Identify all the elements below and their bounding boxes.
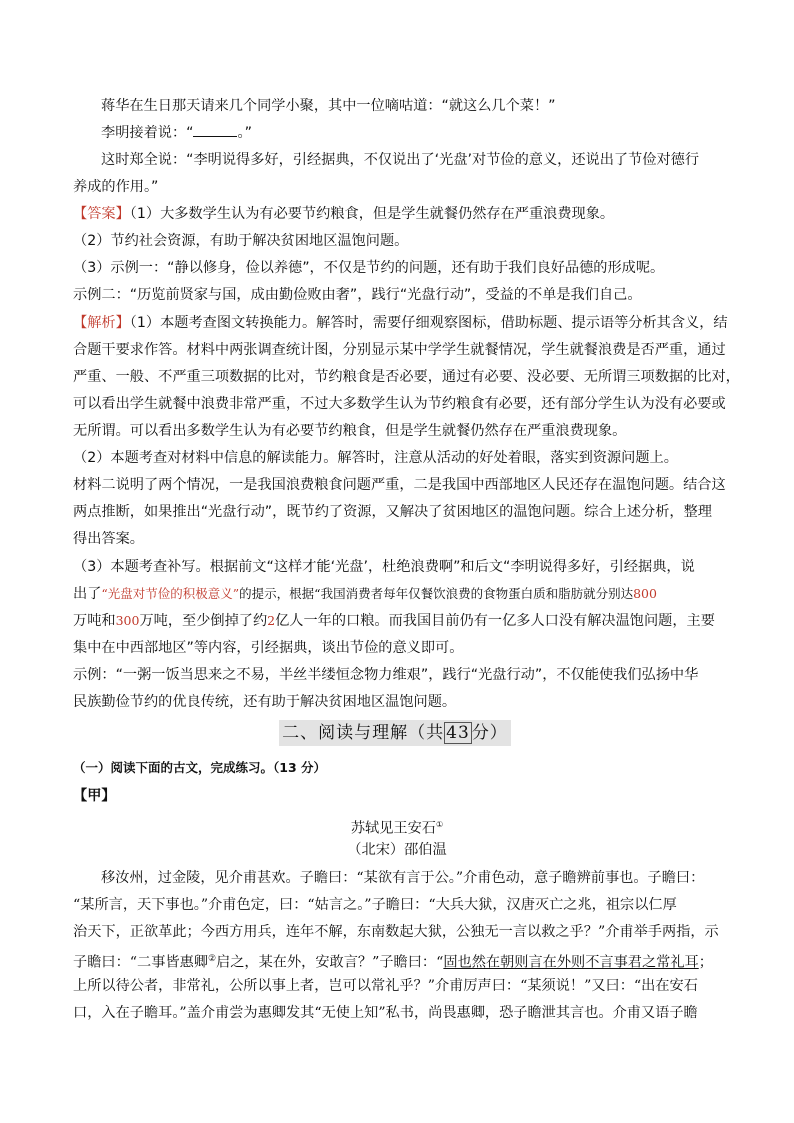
highlighted-number: 300 <box>115 613 140 628</box>
analysis-line-6: （2）本题考查对材料中信息的解读能力。解答时，注意从活动的好处着眼，落实到资源问题上。 <box>73 450 678 466</box>
story-paragraph-3-cont: 养成的作用。” <box>73 179 159 195</box>
highlighted-number: 800 <box>633 586 657 601</box>
analysis-line-5: 无所谓。可以看出多数学生认为有必要节约粮食，但是学生就餐仍然存在严重浪费现象。 <box>73 423 627 439</box>
subsection-heading: （一）阅读下面的古文，完成练习。（13 分） <box>73 760 326 775</box>
section-title-end: 分） <box>471 723 508 743</box>
analysis-text: （1）本题考查图文转换能力。解答时，需要仔细观察图标，借助标题、提示语等分析其含义，结 <box>129 315 728 331</box>
analysis-tag: 【解析】 <box>73 315 130 331</box>
passage-line-1: 移汝州，过金陵，见介甫甚欢。子瞻曰：“某欲有言于公。”介甫色动，意子瞻辨前事也。子瞻曰： <box>101 870 705 886</box>
highlighted-quote: “光盘对节俭的积极意义” <box>101 586 240 601</box>
passage-text: 启之，某在外，安敢言？”子瞻曰：“ <box>216 954 444 971</box>
story-paragraph-3: 这时郑全说：“李明说得多好，引经据典，不仅说出了‘光盘’对节俭的意义，还说出了节俭对德行 <box>101 152 700 168</box>
story-paragraph-1: 蒋华在生日那天请来几个同学小聚，其中一位嘀咕道：“就这么几个菜！” <box>101 98 556 114</box>
analysis-text: 万吨，至少倒掉了约 <box>139 613 268 629</box>
passage-text: 子瞻曰：“二事皆惠卿 <box>73 954 208 971</box>
answer-tag: 【答案】 <box>73 206 130 222</box>
passage-text: ； <box>698 954 713 971</box>
passage-author: （北宋）邵伯温 <box>347 842 447 858</box>
analysis-text: 亿人一年的口粮。而我国目前仍有一亿多人口没有解决温饱问题，主要 <box>275 613 715 629</box>
analysis-line-11 <box>73 584 657 604</box>
analysis-text: 出了 <box>73 586 102 602</box>
passage-line-6: 口，入在子瞻耳。”盖介甫尝为惠卿发其“无使上知”私书，尚畏惠卿，恐子瞻泄其言也。介甫又语子瞻 <box>73 1005 698 1021</box>
answer-line-3: （3）示例一：“静以修身，俭以养德”，不仅是节约的问题，还有助于我们良好品德的形成呢。 <box>73 260 665 276</box>
analysis-line-7: 材料二说明了两个情况，一是我国浪费粮食问题严重，二是我国中西部地区人民还存在温饱问题。结合这 <box>73 477 726 493</box>
story-paragraph-2 <box>101 123 252 143</box>
section-heading <box>279 720 511 746</box>
underlined-sentence: 固也然在朝则言在外则不言事君之常礼耳 <box>443 954 699 971</box>
story-text: 李明接着说：“ <box>101 125 194 141</box>
passage-line-3: 治天下，正欲革此；今西方用兵，连年不解，东南数起大狱，公独无一言以救之乎？”介甫举手两指，示 <box>73 924 719 940</box>
analysis-line-2: 合题干要求作答。材料中两张调查统计图，分别显示某中学学生就餐情况，学生就餐浪费是否严重，通过 <box>73 342 726 358</box>
passage-line-5: 上所以待公者，非常礼，公所以事上者，岂可以常礼乎？”介甫厉声曰：“某须说！”又曰：“出在安石 <box>73 978 698 994</box>
analysis-line-15: 民族勤俭节约的优良传统，还有助于解决贫困地区温饱问题。 <box>73 694 457 710</box>
passage-title <box>0 815 794 839</box>
passage-line-2: “某所言，天下事也。”介甫色定，曰：“姑言之。”子瞻曰：“大兵大狱，汉唐灭亡之兆，祖宗以仁厚 <box>73 897 677 913</box>
passage-label-jia: 【甲】 <box>73 788 116 804</box>
analysis-line-12 <box>73 611 715 631</box>
analysis-line-14: 示例：“一粥一饭当思来之不易，半丝半缕恒念物力维艰”，践行“光盘行动”，不仅能使我们弘扬中华 <box>73 667 699 683</box>
analysis-line-10: （3）本题考查补写。根据前文“这样才能‘光盘’，杜绝浪费啊”和后文“李明说得多好，引经据典，说 <box>73 559 695 575</box>
analysis-text: 的提示，根据“我国消费者每年仅餐饮浪费的食物蛋白质和脂肪就分别达 <box>239 586 634 601</box>
analysis-text: 万吨和 <box>73 613 116 629</box>
section-score: 43 <box>446 723 470 743</box>
passage-title-text: 苏轼见王安石 <box>350 820 436 837</box>
answer-line-2: （2）节约社会资源，有助于解决贫困地区温饱问题。 <box>73 233 409 249</box>
answer-line-4: 示例二：“历览前贤家与国，成由勤俭败由奢”，践行“光盘行动”，受益的不单是我们自己。 <box>73 287 642 303</box>
footnote-mark: ② <box>207 954 217 964</box>
analysis-line-8: 两点推断，如果推出“光盘行动”，既节约了资源，又解决了贫困地区的温饱问题。综合上述分析，整理 <box>73 504 712 520</box>
fill-in-blank <box>193 123 237 137</box>
passage-line-4 <box>73 949 713 973</box>
section-title: 二、阅读与理解（共 <box>282 723 445 743</box>
answer-line-1 <box>73 204 614 224</box>
analysis-line-9: 得出答案。 <box>73 531 144 547</box>
analysis-line-1 <box>73 313 728 333</box>
footnote-mark: ① <box>435 820 444 829</box>
highlighted-number: 2 <box>267 613 276 628</box>
analysis-line-13: 集中在中西部地区”等内容，引经据典，谈出节俭的意义即可。 <box>73 640 464 656</box>
answer-text: （1）大多数学生认为有必要节约粮食，但是学生就餐仍然存在严重浪费现象。 <box>129 206 615 222</box>
story-text: 。” <box>237 125 252 141</box>
analysis-line-3: 严重、一般、不严重三项数据的比对，节约粮食是否必要，通过有必要、没必要、无所谓三项数据的比对， <box>73 369 740 385</box>
analysis-line-4: 可以看出学生就餐中浪费非常严重，不过大多数学生认为节约粮食有必要，还有部分学生认为没有必要或 <box>73 396 726 412</box>
